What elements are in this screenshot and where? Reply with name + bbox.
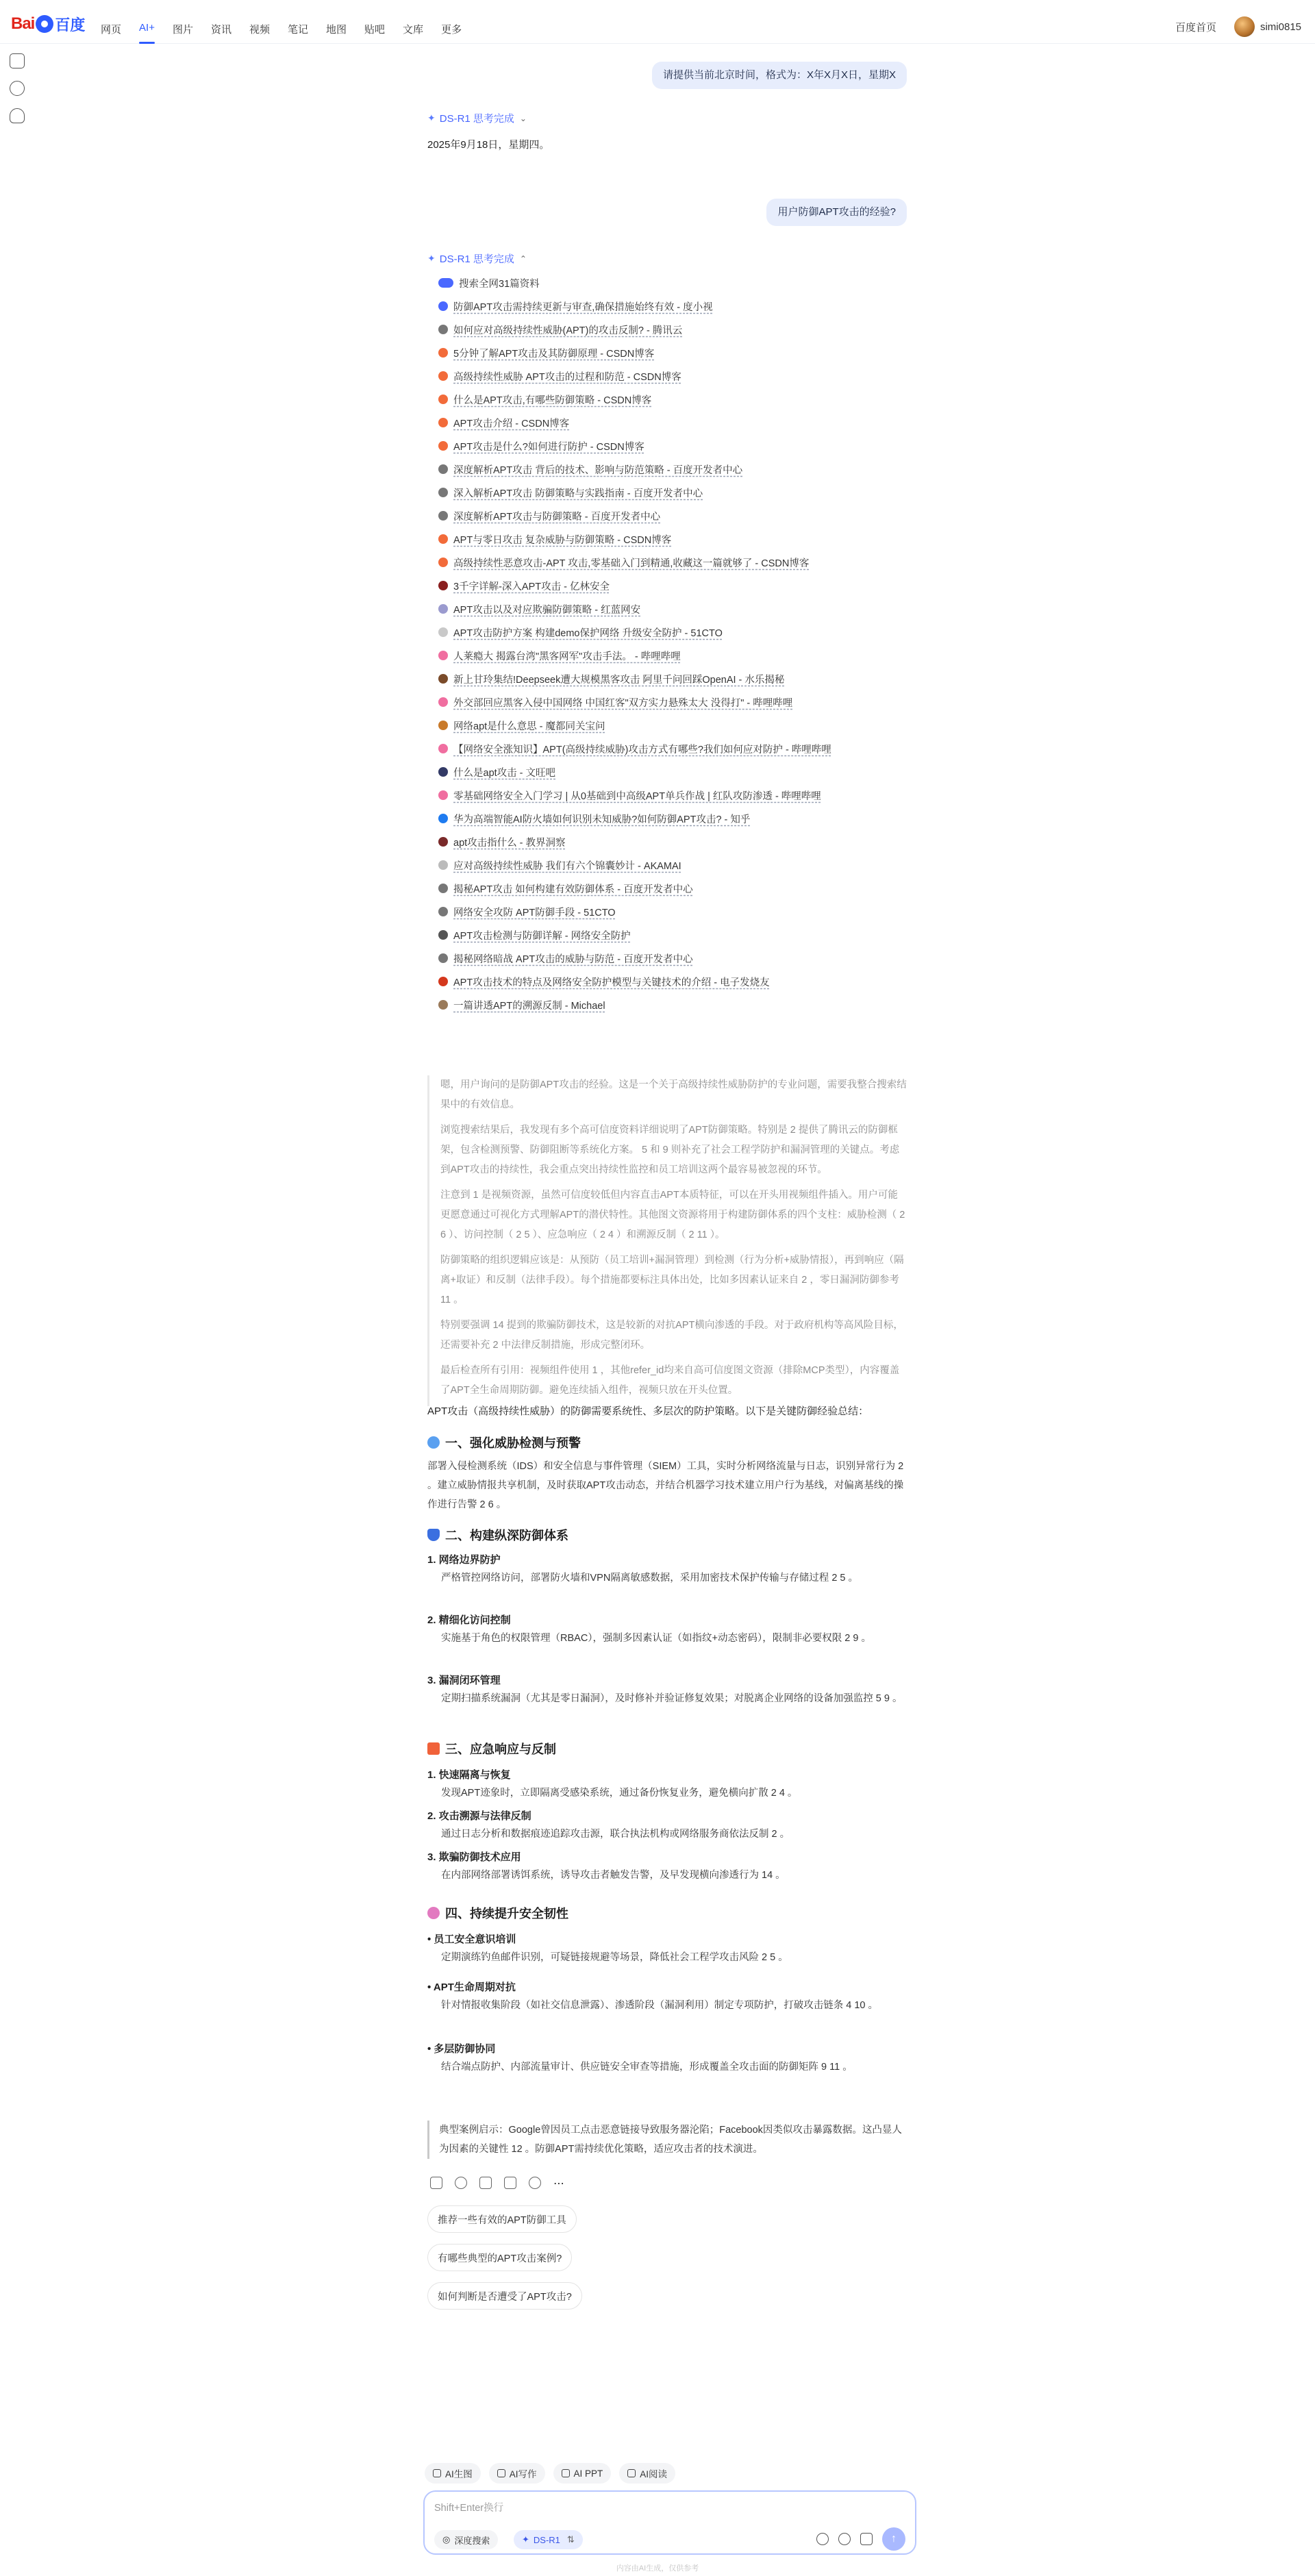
- paw-icon: [36, 15, 53, 33]
- source-favicon-icon: [438, 395, 448, 404]
- reference-link[interactable]: 揭秘网络暗战 APT攻击的威胁与防范 - 百度开发者中心: [453, 953, 693, 965]
- nav-tab[interactable]: 贴吧: [364, 24, 386, 36]
- username[interactable]: simi0815: [1260, 21, 1301, 33]
- list-item-title: • 多层防御协同: [427, 2043, 496, 2055]
- reference-link[interactable]: 零基础网络安全入门学习 | 从0基础到中高级APT单兵作战 | 红队攻防渗透 - 哔哩哔哩: [453, 790, 821, 802]
- section-body: 部署入侵检测系统（IDS）和安全信息与事件管理（SIEM）工具，实时分析网络流量与日志，识别异常行为 2 。建立威胁情报共享机制，及时获取APT攻击动态，并结合机器学习技术建立用户行为基线，对偏离基线的操作进行告警 2 6 。: [427, 1461, 904, 1510]
- deep-search-label: 深度搜索: [454, 2535, 490, 2546]
- chevron-down-icon: ⌄: [519, 113, 527, 123]
- reference-link[interactable]: APT攻击技术的特点及网络安全防护模型与关键技术的介绍 - 电子发烧友: [453, 977, 770, 988]
- source-favicon-icon: [438, 581, 448, 590]
- ai-tool-button[interactable]: [425, 2463, 481, 2484]
- reference-link[interactable]: APT攻击以及对应欺骗防御策略 - 红蓝网安: [453, 604, 641, 616]
- reference-link[interactable]: 一篇讲透APT的溯源反制 - Michael: [453, 1000, 605, 1012]
- section-title: 一、强化威胁检测与预警: [445, 1436, 581, 1450]
- list-item-title: 1. 快速隔离与恢复: [427, 1769, 511, 1781]
- list-item: [427, 1808, 907, 1844]
- reference-link[interactable]: 高级持续性恶意攻击-APT 攻击,零基础入门到精通,收藏这一篇就够了 - CSDN博客: [453, 558, 810, 569]
- reference-head-label: 搜索全网31篇资料: [459, 278, 540, 290]
- sparkle-icon: ✦: [427, 112, 436, 123]
- shield-icon: [427, 1529, 440, 1541]
- composer: [423, 2490, 916, 2555]
- list-item-title: 3. 漏洞闭环管理: [427, 1675, 501, 1686]
- list-item-body: 定期扫描系统漏洞（尤其是零日漏洞），及时修补并验证修复效果；对脱离企业网络的设备加强监控 5 9 。: [441, 1693, 903, 1704]
- ai-tool-label: AI写作: [509, 2469, 537, 2479]
- voice-icon[interactable]: [816, 2533, 829, 2545]
- think-toggle[interactable]: [427, 111, 527, 125]
- list-item: [427, 1552, 907, 1588]
- nav-tab[interactable]: AI+: [139, 22, 155, 38]
- ai-tool-label: AI生图: [445, 2469, 473, 2479]
- reference-item[interactable]: [438, 923, 890, 947]
- reference-item[interactable]: [438, 364, 890, 388]
- disclaimer: 内容由AI生成，仅供参考: [616, 2564, 699, 2573]
- reference-item[interactable]: [438, 318, 890, 341]
- reference-item[interactable]: [438, 481, 890, 504]
- source-favicon-icon: [438, 884, 448, 893]
- reference-link[interactable]: apt攻击指什么 - 教界洞察: [453, 837, 566, 849]
- sparkle-icon: ✦: [427, 253, 436, 264]
- source-favicon-icon: [438, 651, 448, 660]
- section-heading: [427, 1904, 568, 1922]
- new-chat-icon[interactable]: [10, 81, 25, 96]
- section-title: 四、持续提升安全韧性: [445, 1907, 568, 1921]
- avatar[interactable]: [1234, 16, 1255, 37]
- nav-tab[interactable]: 文库: [403, 24, 424, 36]
- think-label: DS-R1 思考完成: [439, 253, 514, 265]
- list-item: [427, 1767, 907, 1803]
- reference-item[interactable]: [438, 295, 890, 318]
- ai-tool-button[interactable]: [619, 2463, 675, 2484]
- source-favicon-icon: [438, 558, 448, 567]
- sidebar-toggle-icon[interactable]: [10, 53, 25, 68]
- reference-link[interactable]: APT攻击检测与防御详解 - 网络安全防护: [453, 930, 631, 942]
- reference-link[interactable]: APT攻击是什么?如何进行防护 - CSDN博客: [453, 441, 644, 453]
- thought-paragraph: 最后检查所有引用：视频组件使用 1 ，其他refer_id均来自高可信度图文资源（排除MCP类型），内容覆盖了APT全生命周期防御。避免连续插入组件，视频只放在开头位置。: [440, 1365, 900, 1396]
- home-link[interactable]: 百度首页: [1175, 21, 1216, 34]
- list-item-body: 发现APT迹象时，立即隔离受感染系统，通过备份恢复业务，避免横向扩散 2 4 。: [441, 1788, 798, 1799]
- reference-link[interactable]: 5分钟了解APT攻击及其防御原理 - CSDN博客: [453, 348, 655, 360]
- thought-block: [427, 1075, 907, 1406]
- model-selector[interactable]: [514, 2530, 583, 2549]
- reference-link[interactable]: 华为高端智能AI防火墙如何识别未知威胁?如何防御APT攻击? - 知乎: [453, 814, 751, 825]
- section-heading: [427, 1526, 568, 1544]
- answer-intro: APT攻击（高级持续性威胁）的防御需要系统性、多层次的防护策略。以下是关键防御经验总结：: [427, 1405, 869, 1417]
- thought-paragraph: 特别要强调 14 提到的欺骗防御技术，这是较新的对抗APT横向渗透的手段。对于政府机构等高风险目标，还需要补充 2 中法律反制措施，形成完整闭环。: [440, 1320, 903, 1351]
- nav-tab[interactable]: 图片: [172, 24, 193, 36]
- reference-item[interactable]: [438, 434, 890, 458]
- thought-paragraph: 嗯，用户询问的是防御APT攻击的经验。这是一个关于高级持续性威胁防护的专业问题，需要我整合搜索结果中的有效信息。: [440, 1079, 907, 1110]
- list-item-title: 3. 欺骗防御技术应用: [427, 1851, 521, 1863]
- reference-item[interactable]: [438, 714, 890, 737]
- thought-paragraph: 浏览搜索结果后，我发现有多个高可信度资料详细说明了APT防御策略。特别是 2 提供了腾讯云的防御框架，包含检测预警、防御阻断等系统化方案。 5 和 9 则补充了社会工程学防护和漏洞管理的关键点。考虑到APT攻击的持续性，我会重点突出持续性监控和员工培训这两个最容易被忽视的环节。: [440, 1125, 900, 1175]
- think-label: DS-R1 思考完成: [439, 113, 514, 125]
- list-item: [427, 2041, 907, 2077]
- nav-tabs: [101, 22, 479, 38]
- speaker-icon[interactable]: [455, 2177, 467, 2189]
- source-favicon-icon: [438, 371, 448, 381]
- reference-link[interactable]: 应对高级持续性威胁 我们有六个锦囊妙计 - AKAMAI: [453, 860, 681, 872]
- reference-link[interactable]: 新上甘玲集结!Deepseek遭大规模黑客攻击 阿里千问回踩OpenAI - 水乐揭秘: [453, 674, 785, 686]
- reference-link[interactable]: APT与零日攻击 复杂威胁与防御策略 - CSDN博客: [453, 534, 672, 546]
- source-favicon-icon: [438, 674, 448, 684]
- share-icon[interactable]: [529, 2177, 541, 2189]
- composer-icons: [816, 2527, 905, 2551]
- user-message: 请提供当前北京时间，格式为：X年X月X日，星期X: [652, 62, 907, 89]
- source-favicon-icon: [438, 814, 448, 823]
- edit-icon[interactable]: [479, 2177, 492, 2189]
- reference-item[interactable]: [438, 411, 890, 434]
- tool-icon: [627, 2469, 636, 2477]
- reference-link[interactable]: 3千字详解-深入APT攻击 - 亿林安全: [453, 581, 610, 592]
- reference-item[interactable]: [438, 807, 890, 830]
- source-favicon-icon: [438, 907, 448, 916]
- reference-item[interactable]: [438, 853, 890, 877]
- reference-item[interactable]: [438, 760, 890, 784]
- reference-item[interactable]: [438, 597, 890, 621]
- source-favicon-icon: [438, 930, 448, 940]
- list-item: [427, 1612, 907, 1648]
- reference-item[interactable]: [438, 458, 890, 481]
- thought-paragraph: 注意到 1 是视频资源，虽然可信度较低但内容直击APT本质特征，可以在开头用视频组件插入。用户可能更愿意通过可视化方式理解APT的潜伏特性。其他图文资源将用于构建防御体系的四个支柱：威胁检测（ 2 6 ）、访问控制（ 2 5 ）、应急响应（ 2 4 ）和溯源反制（ 2 11 ）。: [440, 1190, 905, 1240]
- tool-icon: [433, 2469, 441, 2477]
- list-item: [427, 1849, 907, 1885]
- reference-item[interactable]: [438, 621, 890, 644]
- source-favicon-icon: [438, 464, 448, 474]
- nav-right: [1175, 16, 1301, 37]
- reference-item[interactable]: [438, 504, 890, 527]
- source-favicon-icon: [438, 325, 448, 334]
- reference-item[interactable]: [438, 551, 890, 574]
- section-title: 二、构建纵深防御体系: [445, 1529, 568, 1542]
- answer-actions: [430, 2177, 566, 2189]
- source-favicon-icon: [438, 721, 448, 730]
- source-favicon-icon: [438, 534, 448, 544]
- thought-paragraph: 防御策略的组织逻辑应该是：从预防（员工培训+漏洞管理）到检测（行为分析+威胁情报），再到响应（隔离+取证）和反制（法律手段）。每个措施都要标注具体出处，比如多因素认证来自 2 ，零日漏洞防御参考 11 。: [440, 1255, 904, 1305]
- nav-tab[interactable]: 地图: [326, 24, 347, 36]
- reference-link[interactable]: 网络apt是什么意思 - 魔都同关宝问: [453, 721, 605, 732]
- source-favicon-icon: [438, 511, 448, 521]
- model-icon: ✦: [522, 2534, 529, 2544]
- list-item-body: 在内部网络部署诱饵系统，诱导攻击者触发告警，及早发现横向渗透行为 14 。: [441, 1870, 786, 1881]
- reference-link[interactable]: 防御APT攻击需持续更新与审查,确保措施始终有效 - 度小视: [453, 301, 713, 313]
- suggestion-chip[interactable]: 推荐一些有效的APT防御工具: [427, 2205, 577, 2233]
- reference-link[interactable]: 人莱瘾大 揭露台湾"黑客网军"攻击手法。 - 哔哩哔哩: [453, 651, 681, 662]
- nav-tab[interactable]: 网页: [101, 24, 122, 36]
- nav-tab[interactable]: 资讯: [210, 24, 231, 36]
- reference-link[interactable]: 什么是APT攻击,有哪些防御策略 - CSDN博客: [453, 395, 652, 406]
- reference-head[interactable]: [438, 271, 890, 295]
- cloud-icon[interactable]: [10, 108, 25, 123]
- reference-item[interactable]: [438, 970, 890, 993]
- ai-tool-label: AI PPT: [573, 2468, 603, 2479]
- send-button[interactable]: ↑: [882, 2527, 905, 2551]
- source-favicon-icon: [438, 953, 448, 963]
- switch-icon[interactable]: ⇅: [566, 2534, 575, 2544]
- list-item-body: 针对情报收集阶段（如社交信息泄露）、渗透阶段（漏洞利用）制定专项防护，打破攻击链条 4 10 。: [441, 2000, 879, 2011]
- export-icon[interactable]: [504, 2177, 516, 2189]
- ai-tools: [425, 2463, 675, 2484]
- list-item-body: 严格管控网络访问，部署防火墙和VPN隔离敏感数据，采用加密技术保护传输与存储过程 2 5 。: [441, 1573, 859, 1584]
- list-item: [427, 1979, 907, 2015]
- logo-text-cn: 百度: [55, 16, 86, 34]
- reference-item[interactable]: [438, 737, 890, 760]
- siren-icon: [427, 1742, 440, 1755]
- reference-item[interactable]: [438, 388, 890, 411]
- reference-item[interactable]: [438, 877, 890, 900]
- source-favicon-icon: [438, 418, 448, 427]
- reference-link[interactable]: 【网络安全涨知识】APT(高级持续威胁)攻击方式有哪些?我们如何应对防护 - 哔哩哔哩: [453, 744, 831, 755]
- reference-item[interactable]: [438, 527, 890, 551]
- model-label: DS-R1: [533, 2534, 560, 2545]
- source-favicon-icon: [438, 604, 448, 614]
- tool-icon: [562, 2469, 570, 2477]
- reference-link[interactable]: 深度解析APT攻击与防御策略 - 百度开发者中心: [453, 511, 661, 523]
- source-favicon-icon: [438, 837, 448, 847]
- reference-item[interactable]: [438, 644, 890, 667]
- reference-link[interactable]: 揭秘APT攻击 如何构建有效防御体系 - 百度开发者中心: [453, 884, 693, 895]
- source-favicon-icon: [438, 767, 448, 777]
- attach-icon[interactable]: [838, 2533, 851, 2545]
- baidu-logo[interactable]: [11, 14, 85, 34]
- list-item-body: 实施基于角色的权限管理（RBAC），强制多因素认证（如指纹+动态密码），限制非必要权限 2 9 。: [441, 1633, 871, 1644]
- source-favicon-icon: [438, 488, 448, 497]
- deep-search-button[interactable]: [434, 2530, 498, 2549]
- tool-icon: [497, 2469, 505, 2477]
- reference-item[interactable]: [438, 667, 890, 690]
- copy-icon[interactable]: [430, 2177, 442, 2189]
- reference-list: [438, 271, 890, 1016]
- nav-tab[interactable]: 笔记: [288, 24, 309, 36]
- list-item-body: 定期演练钓鱼邮件识别，可疑链接规避等场景，降低社会工程学攻击风险 2 5 。: [441, 1952, 788, 1963]
- source-favicon-icon: [438, 860, 448, 870]
- message-input[interactable]: Shift+Enter换行: [434, 2503, 504, 2514]
- list-item-body: 结合端点防护、内部流量审计、供应链安全审查等措施，形成覆盖全攻击面的防御矩阵 9 11 。: [441, 2062, 853, 2073]
- reference-item[interactable]: [438, 993, 890, 1016]
- top-navbar: [0, 0, 1315, 44]
- source-favicon-icon: [438, 301, 448, 311]
- reference-item[interactable]: [438, 830, 890, 853]
- ai-tool-button[interactable]: [553, 2463, 612, 2484]
- source-favicon-icon: [438, 348, 448, 358]
- globe-icon: ◎: [442, 2534, 451, 2544]
- logo-text: Bai: [11, 14, 35, 33]
- source-favicon-icon: [438, 1000, 448, 1010]
- list-item-title: 1. 网络边界防护: [427, 1554, 501, 1566]
- list-item: [427, 1673, 907, 1708]
- reference-item[interactable]: [438, 900, 890, 923]
- reference-link[interactable]: 外交部回应黑客入侵中国网络 中国红客"双方实力悬殊太大 没得打" - 哔哩哔哩: [453, 697, 793, 709]
- reference-link[interactable]: 网络安全攻防 APT防御手段 - 51CTO: [453, 907, 616, 918]
- ai-tool-button[interactable]: [489, 2463, 545, 2484]
- think-toggle[interactable]: [427, 251, 527, 266]
- suggestion-chip[interactable]: 有哪些典型的APT攻击案例?: [427, 2244, 572, 2271]
- user-message: 用户防御APT攻击的经验?: [766, 199, 907, 226]
- source-favicon-icon: [438, 627, 448, 637]
- nav-tab[interactable]: 更多: [441, 24, 462, 36]
- case-quote: 典型案例启示：Google曾因员工点击恶意链接导致服务器沦陷；Facebook因类似攻击暴露数据。这凸显人为因素的关键性 12 。防御APT需持续优化策略，适应攻击者的技术演进。: [427, 2121, 907, 2159]
- reference-item[interactable]: [438, 947, 890, 970]
- reference-link[interactable]: 深入解析APT攻击 防御策略与实践指南 - 百度开发者中心: [453, 488, 703, 499]
- reference-link[interactable]: 高级持续性威胁 APT攻击的过程和防范 - CSDN博客: [453, 371, 681, 383]
- source-favicon-icon: [438, 790, 448, 800]
- section-heading: [427, 1740, 556, 1758]
- reference-link[interactable]: 深度解析APT攻击 背后的技术、影响与防范策略 - 百度开发者中心: [453, 464, 743, 476]
- suggestion-chip[interactable]: 如何判断是否遭受了APT攻击?: [427, 2282, 582, 2310]
- image-icon[interactable]: [860, 2533, 873, 2545]
- reference-link[interactable]: APT攻击介绍 - CSDN博客: [453, 418, 570, 429]
- source-favicon-icon: [438, 744, 448, 753]
- more-icon[interactable]: ⋯: [553, 2178, 564, 2190]
- reference-item[interactable]: [438, 341, 890, 364]
- reference-link[interactable]: APT攻击防护方案 构建demo保护网络 升级安全防护 - 51CTO: [453, 627, 723, 639]
- source-favicon-icon: [438, 441, 448, 451]
- source-favicon-icon: [438, 697, 448, 707]
- section-heading: [427, 1434, 581, 1451]
- brain-icon: [427, 1907, 440, 1919]
- ai-tool-label: AI阅读: [640, 2469, 668, 2479]
- list-item-title: 2. 攻击溯源与法律反制: [427, 1810, 531, 1822]
- reference-item[interactable]: [438, 784, 890, 807]
- list-item-body: 通过日志分析和数据痕迹追踪攻击源，联合执法机构或网络服务商依法反制 2 。: [441, 1829, 790, 1840]
- source-favicon-icon: [438, 977, 448, 986]
- reference-link[interactable]: 如何应对高级持续性威胁(APT)的攻击反制? - 腾讯云: [453, 325, 683, 336]
- list-item-title: 2. 精细化访问控制: [427, 1614, 511, 1626]
- reference-item[interactable]: [438, 690, 890, 714]
- reference-item[interactable]: [438, 574, 890, 597]
- magnifier-icon: [427, 1436, 440, 1449]
- nav-tab[interactable]: 视频: [249, 24, 270, 36]
- section-title: 三、应急响应与反制: [445, 1742, 556, 1756]
- list-item-title: • 员工安全意识培训: [427, 1934, 516, 1945]
- chevron-up-icon: ⌃: [519, 253, 527, 264]
- list-item-title: • APT生命周期对抗: [427, 1981, 516, 1993]
- reference-link[interactable]: 什么是apt攻击 - 文旺吧: [453, 767, 556, 779]
- answer-text: 2025年9月18日，星期四。: [427, 139, 550, 151]
- list-item: [427, 1931, 907, 1967]
- sources-icon: [438, 278, 453, 288]
- left-rail: [10, 53, 26, 136]
